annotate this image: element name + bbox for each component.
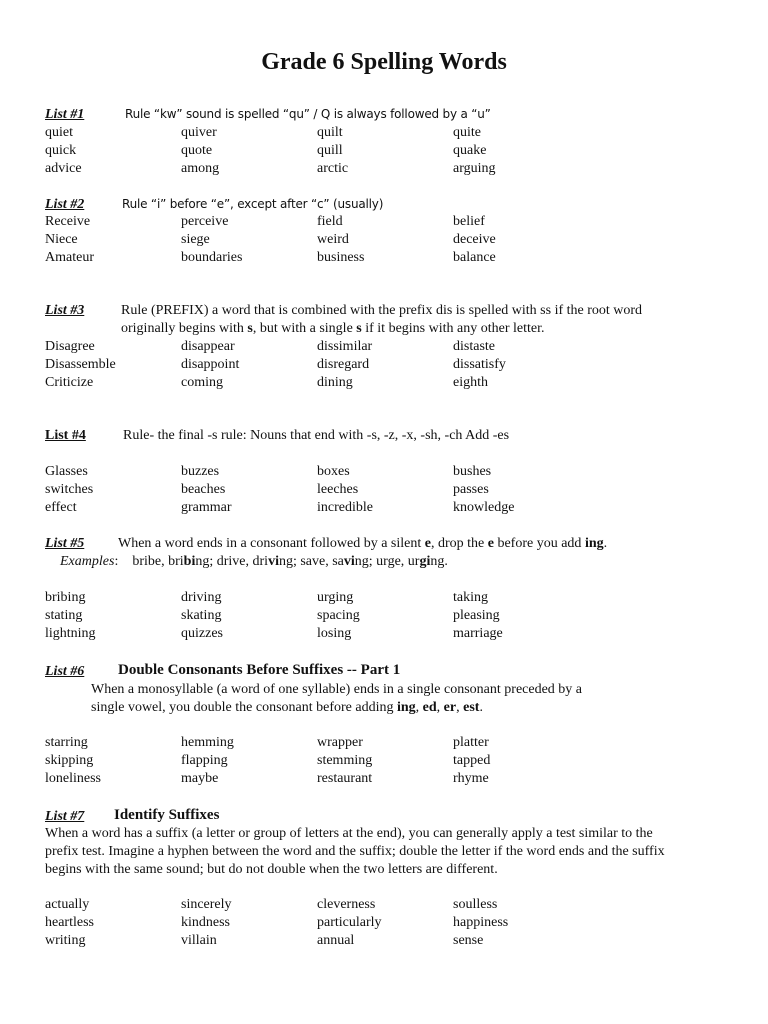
rule-text: , drop the	[430, 536, 488, 551]
word: sincerely	[181, 897, 232, 912]
examples-colon: :	[114, 554, 119, 569]
word-row	[45, 481, 589, 499]
list-1-words	[45, 124, 589, 177]
word: disregard	[317, 356, 370, 372]
rule-text: When a word ends in a consonant followed by a silent	[118, 536, 425, 551]
example-text: ng; save, sa	[278, 554, 344, 569]
word: restaurant	[317, 770, 373, 786]
word-row	[45, 896, 589, 914]
word-row	[45, 752, 589, 770]
word-row	[45, 338, 589, 356]
word-row	[45, 499, 589, 517]
rule-text: , but with a single	[252, 321, 357, 336]
examples-label: Examples	[60, 554, 115, 569]
word: flapping	[181, 752, 228, 768]
word: urging	[317, 590, 354, 605]
word: weird	[317, 231, 349, 247]
list-5-rule	[118, 535, 607, 552]
word: quizzes	[181, 625, 223, 641]
word: knowledge	[453, 499, 515, 515]
word: platter	[453, 735, 489, 750]
example-text: ng.	[430, 554, 448, 569]
word: grammar	[181, 499, 232, 515]
list-7-words	[45, 896, 589, 949]
word: writing	[45, 932, 86, 948]
word: boxes	[317, 464, 350, 479]
word: sense	[453, 932, 484, 948]
word: happiness	[453, 914, 509, 930]
word: quick	[45, 142, 77, 158]
word-row	[45, 160, 589, 178]
list-6-label: List #6	[45, 664, 85, 679]
list-2-rule: Rule “i” before “e”, except after “c” (usually)	[122, 197, 384, 211]
list-7-heading: Identify Suffixes	[114, 807, 220, 823]
word: boundaries	[181, 249, 243, 265]
word: Criticize	[45, 374, 94, 390]
list-4-words	[45, 463, 589, 516]
word: belief	[453, 214, 485, 229]
desc-bold: ed	[422, 700, 437, 715]
word: Receive	[45, 214, 91, 229]
list-6-desc-line-2	[91, 699, 483, 716]
word: effect	[45, 499, 77, 515]
word-row	[45, 914, 589, 932]
word: particularly	[317, 914, 382, 930]
list-3-rule-line-2	[121, 320, 544, 337]
list-7-desc-line-2: prefix test. Imagine a hyphen between the word and the suffix; double the letter if the word ends and the suffix	[45, 844, 665, 859]
desc-text: ,	[436, 700, 444, 715]
list-6-desc-line-1: When a monosyllable (a word of one syllable) ends in a single consonant preceded by a	[91, 682, 583, 697]
word: eighth	[453, 374, 488, 390]
word: incredible	[317, 499, 373, 515]
word: quake	[453, 142, 487, 158]
word: starring	[45, 735, 88, 750]
word-row	[45, 589, 589, 607]
word: loneliness	[45, 770, 101, 786]
word: quill	[317, 142, 343, 158]
word-row	[45, 932, 589, 950]
example-text: bribe, bri	[132, 554, 184, 569]
word: taking	[453, 590, 488, 605]
word: wrapper	[317, 735, 363, 750]
desc-text: ,	[415, 700, 423, 715]
word: actually	[45, 897, 90, 912]
rule-bold: e	[424, 536, 431, 551]
word: switches	[45, 481, 94, 497]
list-1-label: List #1	[45, 107, 85, 122]
word: hemming	[181, 735, 234, 750]
word-row	[45, 463, 589, 481]
word: balance	[453, 249, 496, 265]
word: stemming	[317, 752, 373, 768]
word: passes	[453, 481, 489, 497]
word: advice	[45, 160, 82, 176]
word: pleasing	[453, 607, 500, 623]
list-2-words	[45, 213, 589, 266]
desc-text: .	[479, 700, 483, 715]
word-row	[45, 231, 589, 249]
word: spacing	[317, 607, 360, 623]
word: marriage	[453, 625, 503, 641]
word: Disagree	[45, 339, 95, 354]
word: disappear	[181, 339, 235, 354]
example-bold: gi	[419, 554, 431, 569]
desc-bold: er	[443, 700, 457, 715]
word: bushes	[453, 464, 492, 479]
list-1-rule: Rule “kw” sound is spelled “qu” / Q is always followed by a “u”	[125, 107, 491, 121]
word: Glasses	[45, 464, 88, 479]
rule-text: .	[603, 536, 608, 551]
word-row	[45, 625, 589, 643]
desc-text: ,	[456, 700, 464, 715]
word: losing	[317, 625, 352, 641]
word: quote	[181, 142, 213, 158]
desc-bold: ing	[396, 700, 416, 715]
word: annual	[317, 932, 355, 948]
example-bold: vi	[268, 554, 279, 569]
word: bribing	[45, 590, 86, 605]
word: Amateur	[45, 249, 94, 265]
word: disappoint	[181, 356, 240, 372]
word-row	[45, 142, 589, 160]
page-title: Grade 6 Spelling Words	[261, 49, 507, 75]
desc-text: single vowel, you double the consonant before adding	[91, 700, 397, 715]
word: siege	[181, 231, 210, 247]
word: maybe	[181, 770, 219, 786]
word-row	[45, 734, 589, 752]
word: dining	[317, 374, 353, 390]
word: quiver	[181, 125, 217, 140]
list-4-rule: Rule- the final -s rule: Nouns that end with -s, -z, -x, -sh, -ch Add -es	[123, 428, 510, 443]
word: soulless	[453, 897, 498, 912]
rule-bold-s: s	[356, 321, 362, 336]
list-5-examples	[60, 553, 448, 570]
word: deceive	[453, 231, 496, 247]
word: tapped	[453, 752, 491, 768]
list-3-rule-line-1: Rule (PREFIX) a word that is combined with the prefix dis is spelled with ss if the root word	[121, 303, 643, 318]
word: distaste	[453, 339, 495, 354]
list-3-words	[45, 338, 589, 391]
list-6-heading: Double Consonants Before Suffixes -- Part 1	[118, 662, 401, 678]
word: skating	[181, 607, 222, 623]
word: business	[317, 249, 365, 265]
word-row	[45, 249, 589, 267]
list-2-label: List #2	[45, 197, 85, 212]
word: among	[181, 160, 220, 176]
word: cleverness	[317, 897, 376, 912]
word: stating	[45, 607, 83, 623]
rule-bold-s: s	[247, 321, 253, 336]
word-row	[45, 213, 589, 231]
rule-text: originally begins with	[121, 321, 248, 336]
word: coming	[181, 374, 223, 390]
example-bold: bi	[183, 554, 196, 569]
word: buzzes	[181, 464, 220, 479]
word-row	[45, 770, 589, 788]
list-5-label: List #5	[45, 536, 85, 551]
word: rhyme	[453, 770, 489, 786]
word: skipping	[45, 752, 94, 768]
word-row	[45, 124, 589, 142]
rule-bold: ing	[584, 536, 604, 551]
example-text: ng; urge, ur	[354, 554, 420, 569]
word: arguing	[453, 160, 496, 176]
word-row	[45, 356, 589, 374]
list-3-label: List #3	[45, 303, 85, 318]
example-bold: vi	[343, 554, 355, 569]
rule-text: before you add	[493, 536, 585, 551]
word: dissatisfy	[453, 356, 506, 372]
word: kindness	[181, 914, 230, 930]
word: dissimilar	[317, 339, 373, 354]
word: heartless	[45, 914, 94, 930]
example-text: ng; drive, dri	[195, 554, 269, 569]
rule-bold: e	[487, 536, 494, 551]
list-4-label: List #4	[45, 428, 86, 443]
list-7-desc-line-3: begins with the same sound; but do not double when the two letters are different.	[45, 862, 498, 877]
word: beaches	[181, 481, 226, 497]
desc-bold: est	[463, 700, 480, 715]
word: lightning	[45, 625, 96, 641]
word: quite	[453, 125, 481, 140]
word: leeches	[317, 481, 359, 497]
word: quilt	[317, 125, 343, 140]
rule-text: if it begins with any other letter.	[361, 321, 545, 336]
word: driving	[181, 590, 222, 605]
list-7-desc-line-1: When a word has a suffix (a letter or group of letters at the end), you can generally apply a test similar to the	[45, 826, 653, 841]
word-row	[45, 607, 589, 625]
word: villain	[181, 932, 217, 948]
word-row	[45, 374, 589, 392]
word: field	[317, 214, 343, 229]
word: quiet	[45, 125, 73, 140]
word: Niece	[45, 231, 78, 247]
list-7-label: List #7	[45, 809, 85, 824]
word: arctic	[317, 160, 349, 176]
list-6-words	[45, 734, 589, 787]
word: Disassemble	[45, 356, 116, 372]
list-5-words	[45, 589, 589, 642]
word: perceive	[181, 214, 229, 229]
